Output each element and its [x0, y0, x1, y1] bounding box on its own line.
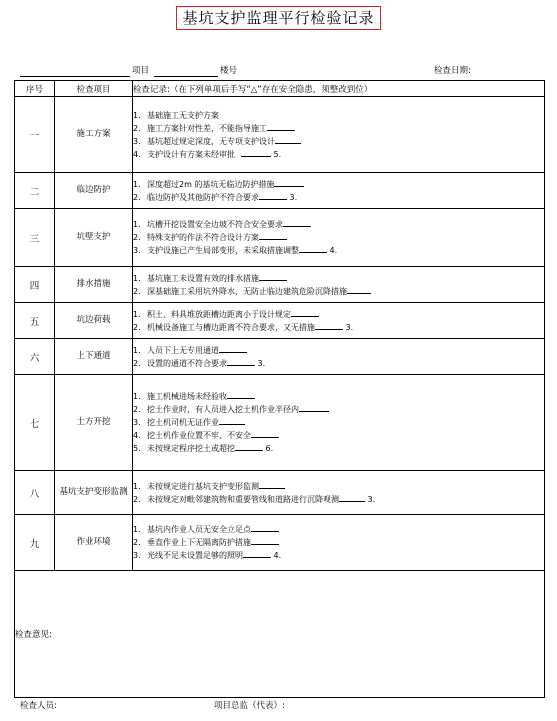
table-row	[15, 173, 545, 209]
row-seq: 六	[15, 339, 55, 375]
list-item[interactable]: 3. 基坑超过规定深度，无专项支护设计	[133, 135, 544, 148]
row-content	[133, 97, 545, 173]
row-seq: 七	[15, 375, 55, 471]
list-item[interactable]: 1. 施工机械进场未经验收	[133, 390, 544, 403]
list-item[interactable]: 2. 施工方案针对性差，不能指导施工	[133, 122, 544, 135]
header-seq: 序号	[15, 81, 55, 97]
row-content	[133, 173, 545, 209]
table-row	[15, 97, 545, 173]
list-item[interactable]: 3. 挖土机司机无证作业	[133, 416, 544, 429]
list-item[interactable]: 2. 特殊支护的作法不符合设计方案	[133, 231, 544, 244]
document-title: 基坑支护监理平行检验记录	[176, 6, 380, 30]
table-row	[15, 267, 545, 303]
row-item: 施工方案	[55, 97, 133, 173]
inspection-table	[14, 80, 545, 698]
list-item[interactable]: 3. 支护设施已产生局部变形，未采取措施调整 4.	[133, 246, 338, 255]
table-row	[15, 471, 545, 515]
list-item[interactable]: 1. 深度超过2m 的基坑无临边防护措施	[133, 178, 544, 191]
row-item: 排水措施	[55, 267, 133, 303]
row-content	[133, 339, 545, 375]
date-label: 检查日期:	[434, 66, 471, 76]
list-item[interactable]: 1. 未按规定进行基坑支护变形监测	[133, 480, 544, 493]
list-item[interactable]: 2. 机械设备施工与槽边距离不符合要求，又无措施 3.	[133, 322, 354, 332]
building-label: 楼号	[220, 66, 238, 76]
row-item: 坑壁支护	[55, 209, 133, 267]
row-item: 上下通道	[55, 339, 133, 375]
supervisor-label: 项目总监（代表）:	[214, 701, 285, 711]
list-item[interactable]: 3. 光线不足未设置足够的照明 4.	[133, 551, 282, 560]
list-item[interactable]: 1. 基础施工无支护方案	[133, 110, 219, 120]
list-item[interactable]: 2. 垂直作业上下无隔离防护措施	[133, 536, 544, 549]
list-item[interactable]: 2. 未按规定对毗邻建筑物和重要管线和道路进行沉降观测 3.	[133, 494, 376, 504]
list-item[interactable]: 1. 人员下上无专用通道	[133, 344, 544, 357]
opinion-label: 检查意见:	[15, 630, 52, 640]
row-content	[133, 209, 545, 267]
row-content	[133, 515, 545, 571]
inspector-label: 检查人员:	[20, 701, 57, 711]
row-item: 土方开挖	[55, 375, 133, 471]
row-item: 坑边荷载	[55, 303, 133, 339]
title-area	[0, 6, 557, 30]
project-field[interactable]	[20, 66, 130, 77]
row-seq: 八	[15, 471, 55, 515]
header-record: 检查记录:（在下列单项后手写“△”存在安全隐患，须整改到位）	[133, 81, 545, 97]
list-item[interactable]: 2. 挖土作业时，有人员进入挖土机作业半径内	[133, 403, 544, 416]
list-item[interactable]: 5. 未按规定程序挖土或超挖 6.	[133, 444, 274, 453]
table-row	[15, 515, 545, 571]
opinion-row	[15, 571, 545, 698]
row-item: 基坑支护变形监测	[55, 471, 133, 515]
table-row	[15, 375, 545, 471]
table-header-row	[15, 81, 545, 97]
row-content	[133, 375, 545, 471]
row-seq: 四	[15, 267, 55, 303]
list-item[interactable]: 1. 坑槽开挖设置安全边坡不符合安全要求	[133, 218, 544, 231]
row-seq: 五	[15, 303, 55, 339]
row-item: 作业环境	[55, 515, 133, 571]
row-content	[133, 267, 545, 303]
table-row	[15, 209, 545, 267]
list-item[interactable]: 4. 挖土机作业位置不牢、不安全	[133, 429, 544, 442]
row-seq: 九	[15, 515, 55, 571]
row-seq: 三	[15, 209, 55, 267]
table-row	[15, 339, 545, 375]
list-item[interactable]: 1. 积土、料具堆放距槽边距离小于设计规定	[133, 308, 544, 321]
row-seq: 二	[15, 173, 55, 209]
header-item: 检查项目	[55, 81, 133, 97]
row-content	[133, 303, 545, 339]
list-item[interactable]: 2. 设置的通道不符合要求 3.	[133, 358, 266, 368]
list-item[interactable]: 4. 支护设计有方案未经审批 5.	[133, 149, 282, 159]
building-field[interactable]	[154, 66, 218, 77]
table-row	[15, 303, 545, 339]
row-seq: 一	[15, 97, 55, 173]
opinion-cell[interactable]	[15, 571, 545, 698]
row-item: 临边防护	[55, 173, 133, 209]
list-item[interactable]: 2. 临边防护及其他防护不符合要求 3.	[133, 192, 298, 202]
header-line	[14, 64, 544, 78]
list-item[interactable]: 1. 基坑施工未设置有效的排水措施	[133, 272, 544, 285]
list-item[interactable]: 1. 基坑内作业人员无安全立足点	[133, 523, 544, 536]
row-content	[133, 471, 545, 515]
list-item[interactable]: 2. 深基础施工采用坑外降水，无防止临边建筑危险沉降措施	[133, 285, 544, 298]
project-label: 项目	[132, 66, 150, 76]
